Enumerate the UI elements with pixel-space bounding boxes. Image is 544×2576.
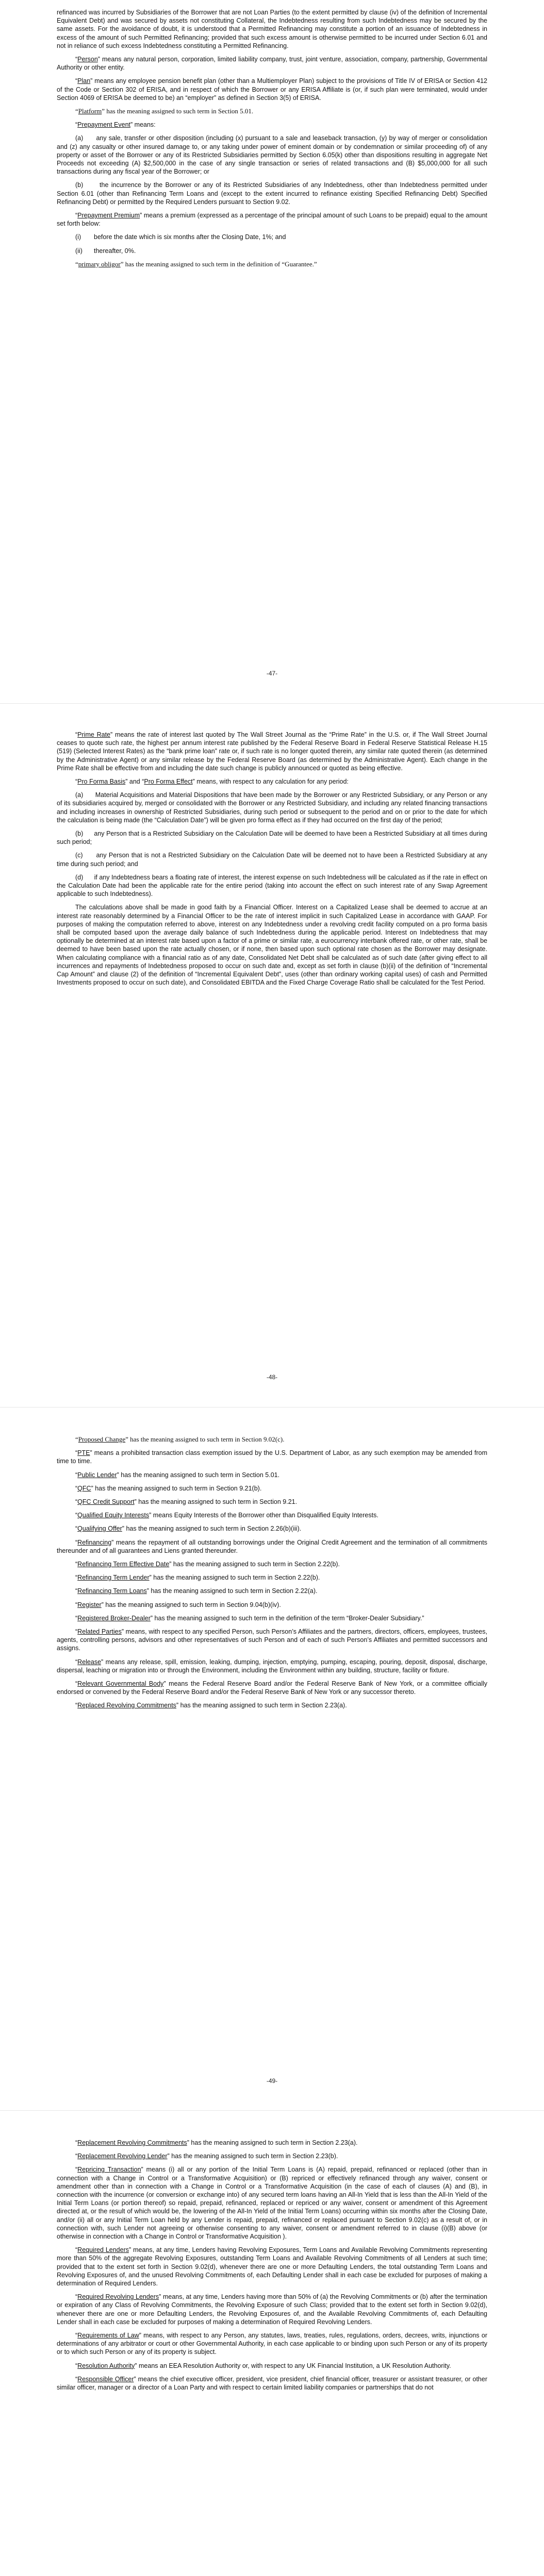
- term-public-lender: Public Lender: [77, 1471, 117, 1479]
- definition-resolution-authority: “Resolution Authority” means an EEA Resolution Authority or, with respect to any UK Financial Institution, a UK Resolution Authority.: [75, 2362, 451, 2369]
- definition-release: “Release” means any release, spill, emission, leaking, dumping, injection, emptying, pumping, escaping, pouring, deposit, disposal, discharge, dispersal, leaching or migration into or through the Environment, including the Environment within any building, structure, facility or fixture.: [57, 1658, 487, 1674]
- term-primary-obligor: primary obligor: [78, 260, 121, 268]
- pro-forma-clause-a: (a) Material Acquisitions and Material Dispositions that have been made by the Borrower or any Restricted Subsidiary, or any Person or any of its subsidiaries acquired by, merged or consolidated with the Borrower or any Restricted Subsidiary, and including any related financing transactions and including increases in ownership of Restricted Subsidiaries, during such period or subsequent to the period and on or prior to the date for which the calculation is being made (the “Calculation Date”) will be given pro forma effect as if they had occurred on the first day of the period;: [57, 791, 487, 824]
- term-qualified-equity-interests: Qualified Equity Interests: [77, 1512, 150, 1519]
- definition-replacement-revolving-lender: “Replacement Revolving Lender” has the meaning assigned to such term in Section 2.23(b).: [75, 2153, 338, 2160]
- term-registered-broker-dealer: Registered Broker-Dealer: [77, 1614, 151, 1622]
- definition-prepayment-premium: “Prepayment Premium” means a premium (expressed as a percentage of the principal amount of such Loans to be prepaid) equal to the amount set forth below:: [57, 212, 487, 228]
- term-refinancing-term-effective-date: Refinancing Term Effective Date: [77, 1561, 170, 1568]
- definition-refinancing-term-lender: “Refinancing Term Lender” has the meaning assigned to such term in Section 2.22(b).: [75, 1574, 320, 1582]
- definition-qualifying-offer: “Qualifying Offer” has the meaning assigned to such term in Section 2.26(b)(iii).: [75, 1525, 302, 1533]
- definition-plan: “Plan” means any employee pension benefit plan (other than a Multiemployer Plan) subject to the provisions of Title IV of ERISA or Section 412 of the Code or Section 302 of ERISA, and in respect of which the Borrower or any ERISA Affiliate is (or, if such plan were terminated, would under Section 4069 of ERISA be deemed to be) an “employer” as defined in Section 3(5) of ERISA.: [57, 77, 487, 101]
- document-page-49: [0, 1408, 544, 2110]
- term-pro-forma-basis: Pro Forma Basis: [77, 778, 126, 786]
- page-49-content: [57, 1435, 487, 1715]
- definition-pte: “PTE” means a prohibited transaction class exemption issued by the U.S. Department of Labor, as any such exemption may be amended from time to time.: [57, 1449, 487, 1465]
- pro-forma-clause-d: (d) if any Indebtedness bears a floating rate of interest, the interest expense on such Indebtedness will be calculated as if the rate in effect on the Calculation Date had been the applicable rate for the entire period (taking into account the effect on such interest rate of any Swap Agreement applicable to such Indebtedness).: [57, 873, 487, 898]
- term-repricing-transaction: Repricing Transaction: [77, 2166, 141, 2174]
- definition-qfc-credit-support: “QFC Credit Support” has the meaning assigned to such term in Section 9.21.: [75, 1498, 298, 1506]
- definition-primary-obligor: “primary obligor” has the meaning assigned to such term in the definition of “Guarantee.”: [75, 260, 317, 268]
- term-proposed-change: Proposed Change: [78, 1435, 126, 1443]
- term-prepayment-event: Prepayment Event: [77, 121, 131, 129]
- term-register: Register: [77, 1601, 102, 1608]
- term-person: Person: [77, 56, 98, 63]
- term-release: Release: [77, 1658, 102, 1666]
- definition-register: “Register” has the meaning assigned to such term in Section 9.04(b)(iv).: [75, 1601, 281, 1608]
- definition-pro-forma: “Pro Forma Basis” and “Pro Forma Effect” means, with respect to any calculation for any period:: [75, 778, 349, 786]
- definition-relevant-governmental-body: “Relevant Governmental Body” means the Federal Reserve Board and/or the Federal Reserve Bank of New York, or a committee officially endorsed or convened by the Federal Reserve Board and/or the Federal Reserve Bank of New York or any successor thereto.: [57, 1680, 488, 1696]
- term-relevant-governmental-body: Relevant Governmental Body: [77, 1680, 164, 1688]
- prepayment-premium-item-ii: (ii) thereafter, 0%.: [75, 247, 136, 255]
- prepayment-event-clause-b: (b) the incurrence by the Borrower or any of its Restricted Subsidiaries of any Indebtedness, other than Indebtedness permitted under Section 6.01 (other than Refinancing Term Loans and (except to the extent incurred to refinance existing Specified Refinancing Debt) Specified Refinancing Debt) or permitted by the Required Lenders pursuant to Section 9.02.: [57, 181, 487, 206]
- definition-registered-broker-dealer: “Registered Broker-Dealer” has the meaning assigned to such term in the definition of the term “Broker-Dealer Subsidiary.”: [75, 1614, 424, 1622]
- term-plan: Plan: [77, 77, 91, 85]
- definition-qfc: “QFC” has the meaning assigned to such term in Section 9.21(b).: [75, 1484, 262, 1492]
- term-related-parties: Related Parties: [77, 1628, 122, 1636]
- definition-related-parties: “Related Parties” means, with respect to any specified Person, such Person’s Affiliates and the partners, directors, officers, employees, trustees, agents, controlling persons, advisors and other representatives of such Person and of each of such Person’s Affiliates and permitted successors and assigns.: [57, 1628, 487, 1652]
- definition-platform: “Platform” has the meaning assigned to such term in Section 5.01.: [75, 107, 254, 115]
- definition-refinancing-term-loans: “Refinancing Term Loans” has the meaning assigned to such term in Section 2.22(a).: [75, 1587, 318, 1595]
- term-resolution-authority: Resolution Authority: [77, 2362, 135, 2369]
- definition-repricing-transaction: “Repricing Transaction” means (i) all or any portion of the Initial Term Loans is (A) repaid, prepaid, refinanced or replaced (other than in connection with a Change in Control or a Transformative Acquisition) or (B) repriced or effectively refinanced through any waiver, consent or amendment other than in connection with a Change in Control or a Transformative Acquisition (in the case of each of clauses (A) and (B), in connection with the incurrence (or conversion or exchange into) of any secured term loans having an All-In Yield that is less than the All-In Yield of the Initial Term Loans (or portion thereof) so repaid, prepaid, refinanced, replaced or repriced or any waiver, consent or amendment of this Agreement directed at, or the result of which would be, the lowering of the All-In Yield of the Initial Term Loans) occurring within six months after the Closing Date, and/or (ii) all or any Initial Term Loan held by any Lender is repaid, prepaid, refinanced or replaced pursuant to Section 9.02(c) as a result of, or in connection with, such Lender not agreeing or otherwise consenting to any waiver, consent or amendment referred to in clause (i)(B) above (or otherwise in connection with a Change in Control or Transformative Acquisition ).: [57, 2166, 487, 2241]
- definition-person: “Person” means any natural person, corporation, limited liability company, trust, joint venture, association, company, partnership, Governmental Authority or other entity.: [57, 56, 487, 72]
- page-47-content: [57, 8, 487, 274]
- definition-public-lender: “Public Lender” has the meaning assigned to such term in Section 5.01.: [75, 1471, 280, 1479]
- page-number: -47-: [266, 670, 278, 677]
- definition-refinancing-term-effective-date: “Refinancing Term Effective Date” has the meaning assigned to such term in Section 2.22(b).: [75, 1561, 340, 1568]
- pro-forma-clause-c: (c) any Person that is not a Restricted Subsidiary on the Calculation Date will be deemed not to have been a Restricted Subsidiary at any time during such period; and: [57, 852, 487, 868]
- document-page-48: [0, 704, 544, 1407]
- definition-responsible-officer: “Responsible Officer” means the chief executive officer, president, vice president, chief financial officer, treasurer or assistant treasurer, or other similar officer, manager or a director of a Loan Party and with respect to certain limited liability companies or partnerships that do not: [57, 2375, 487, 2392]
- document-page-47: [0, 0, 544, 703]
- term-refinancing-term-lender: Refinancing Term Lender: [77, 1574, 150, 1582]
- prepayment-event-clause-a: (a) any sale, transfer or other disposition (including (x) pursuant to a sale and leaseback transaction, (y) by way of merger or consolidation and (z) any casualty or other insured damage to, or any taking under power of eminent domain or by condemnation or similar proceeding of) of any property or asset of the Borrower or any of its Restricted Subsidiaries permitted by Section 6.05(k) other than dispositions resulting in aggregate Net Proceeds not exceeding (A) $2,500,000 in the case of any single transaction or series of related transactions and (B) $5,000,000 for all such transactions during any fiscal year of the Borrower; or: [57, 134, 488, 176]
- definition-proposed-change: “Proposed Change” has the meaning assigned to such term in Section 9.02(c).: [75, 1435, 285, 1443]
- page-number: -48-: [266, 1374, 278, 1381]
- term-responsible-officer: Responsible Officer: [77, 2375, 134, 2383]
- term-prime-rate: Prime Rate: [77, 731, 110, 738]
- definition-replaced-revolving-commitments: “Replaced Revolving Commitments” has the meaning assigned to such term in Section 2.23(a).: [75, 1702, 347, 1709]
- page-number: -49-: [266, 2077, 278, 2084]
- page-48-content: [57, 731, 487, 992]
- pro-forma-calculations-paragraph: The calculations above shall be made in good faith by a Financial Officer. Interest on a Capitalized Lease shall be deemed to accrue at an interest rate reasonably determined by a Financial Officer to be the rate of interest implicit in such Capitalized Lease in accordance with GAAP. For purposes of making the computation referred to above, interest on any Indebtedness under a revolving credit facility computed on a pro forma basis shall be computed based upon the average daily balance of such Indebtedness during the applicable period. Interest on Indebtedness that may optionally be determined at an interest rate based upon a factor of a prime or similar rate, a eurocurrency interbank offered rate, or other rate, shall be deemed to have been based upon the rate actually chosen, or if none, then based upon such optional rate chosen as the Borrower may designate. When calculating compliance with a financial ratio as of any date, Consolidated Net Debt shall be calculated as of such date (after giving effect to all incurrences and repayments of Indebtedness proposed to occur on such date and, except as set forth in clause (b)(ii) of the definition of “Incremental Cap Amount” and clause (2) of the definition of “Incremental Equivalent Debt”, uses (other than ordinary working capital uses) of cash and Permitted Investments proposed to occur on such date), and Consolidated EBITDA and the Fixed Charge Coverage Ratio shall be calculated for the Test Period.: [57, 904, 487, 987]
- term-qfc: QFC: [77, 1484, 91, 1492]
- term-refinancing: Refinancing: [77, 1538, 112, 1546]
- term-replaced-revolving-commitments: Replaced Revolving Commitments: [77, 1702, 176, 1709]
- term-prepayment-premium: Prepayment Premium: [77, 212, 140, 219]
- definition-replacement-revolving-commitments: “Replacement Revolving Commitments” has the meaning assigned to such term in Section 2.23(a).: [75, 2139, 358, 2146]
- definition-qualified-equity-interests: “Qualified Equity Interests” means Equity Interests of the Borrower other than Disqualified Equity Interests.: [75, 1512, 378, 1519]
- term-qfc-credit-support: QFC Credit Support: [77, 1498, 135, 1506]
- term-replacement-revolving-commitments: Replacement Revolving Commitments: [77, 2139, 187, 2146]
- definition-requirements-of-law: “Requirements of Law” means, with respect to any Person, any statutes, laws, treaties, rules, regulations, orders, decrees, writs, injunctions or determinations of any arbitrator or court or other Governmental Authority, in each case applicable to or binding upon such Person or any of its property or to which such Person or any of its property is subject.: [57, 2332, 487, 2356]
- definition-refinancing: “Refinancing” means the repayment of all outstanding borrowings under the Original Credit Agreement and the termination of all commitments thereunder and of all guarantees and Liens granted thereunder.: [57, 1538, 487, 1554]
- page-50-content: [57, 2139, 487, 2397]
- definition-prime-rate: “Prime Rate” means the rate of interest last quoted by The Wall Street Journal as the “Prime Rate” in the U.S. or, if The Wall Street Journal ceases to quote such rate, the highest per annum interest rate published by the Federal Reserve Board in Federal Reserve Statistical Release H.15 (519) (Selected Interest Rates) as the “bank prime loan” rate or, if such rate is no longer quoted therein, any similar rate quoted therein (as determined by the Administrative Agent) or any similar release by the Federal Reserve Board (as determined by the Administrative Agent). Each change in the Prime Rate shall be effective from and including the date such change is publicly announced or quoted as being effective.: [57, 731, 487, 772]
- term-required-lenders: Required Lenders: [77, 2246, 129, 2254]
- definition-required-lenders: “Required Lenders” means, at any time, Lenders having Revolving Exposures, Term Loans and Available Revolving Commitments representing more than 50% of the aggregate Revolving Exposures, outstanding Term Loans and Available Revolving Commitments of all Lenders at such time; provided that to the extent set forth in Section 9.02(d), whenever there are one or more Defaulting Lenders, the total outstanding Term Loans and Revolving Exposures of, and the unused Revolving Commitments of, each Defaulting Lender shall in each case be excluded for purposes of making a determination of Required Lenders.: [57, 2246, 487, 2287]
- permitted-refinancing-continuation: refinanced was incurred by Subsidiaries of the Borrower that are not Loan Parties (to the extent permitted by clause (iv) of the definition of Incremental Equivalent Debt) and was secured by assets not constituting Collateral, the Indebtedness resulting from such Indebtedness may be secured by the same assets. For the avoidance of doubt, it is understood that a Permitted Refinancing may constitute a portion of an issuance of Indebtedness in excess of the amount of such Permitted Refinancing; provided that such excess amount is otherwise permitted to be incurred under Section 6.01 and not in reliance of such excess Indebtedness constituting a Permitted Refinancing.: [57, 9, 487, 49]
- term-pro-forma-effect: Pro Forma Effect: [144, 778, 193, 786]
- definition-required-revolving-lenders: “Required Revolving Lenders” means, at any time, Lenders having more than 50% of (a) the Revolving Commitments or (b) after the termination or expiration of any Class of Revolving Commitments, the Revolving Exposure of such Class; provided that to the extent set forth in Section 9.02(d), whenever there are one or more Defaulting Lenders, the Revolving Exposures of, and the Available Revolving Commitments of, each Defaulting Lender shall in each case be excluded for purposes of making a determination of Required Revolving Lenders.: [57, 2293, 487, 2326]
- term-refinancing-term-loans: Refinancing Term Loans: [77, 1587, 147, 1595]
- pro-forma-clause-b: (b) any Person that is a Restricted Subsidiary on the Calculation Date will be deemed to have been a Restricted Subsidiary at all times during such period;: [57, 830, 487, 846]
- term-qualifying-offer: Qualifying Offer: [77, 1525, 122, 1533]
- term-requirements-of-law: Requirements of Law: [77, 2332, 139, 2340]
- prepayment-premium-item-i: (i) before the date which is six months after the Closing Date, 1%; and: [75, 233, 286, 241]
- definition-prepayment-event: “Prepayment Event” means:: [75, 121, 156, 129]
- term-replacement-revolving-lender: Replacement Revolving Lender: [77, 2153, 168, 2160]
- term-pte: PTE: [77, 1449, 90, 1457]
- term-required-revolving-lenders: Required Revolving Lenders: [77, 2293, 159, 2301]
- term-platform: Platform: [78, 107, 102, 115]
- document-page-50: [0, 2111, 544, 2576]
